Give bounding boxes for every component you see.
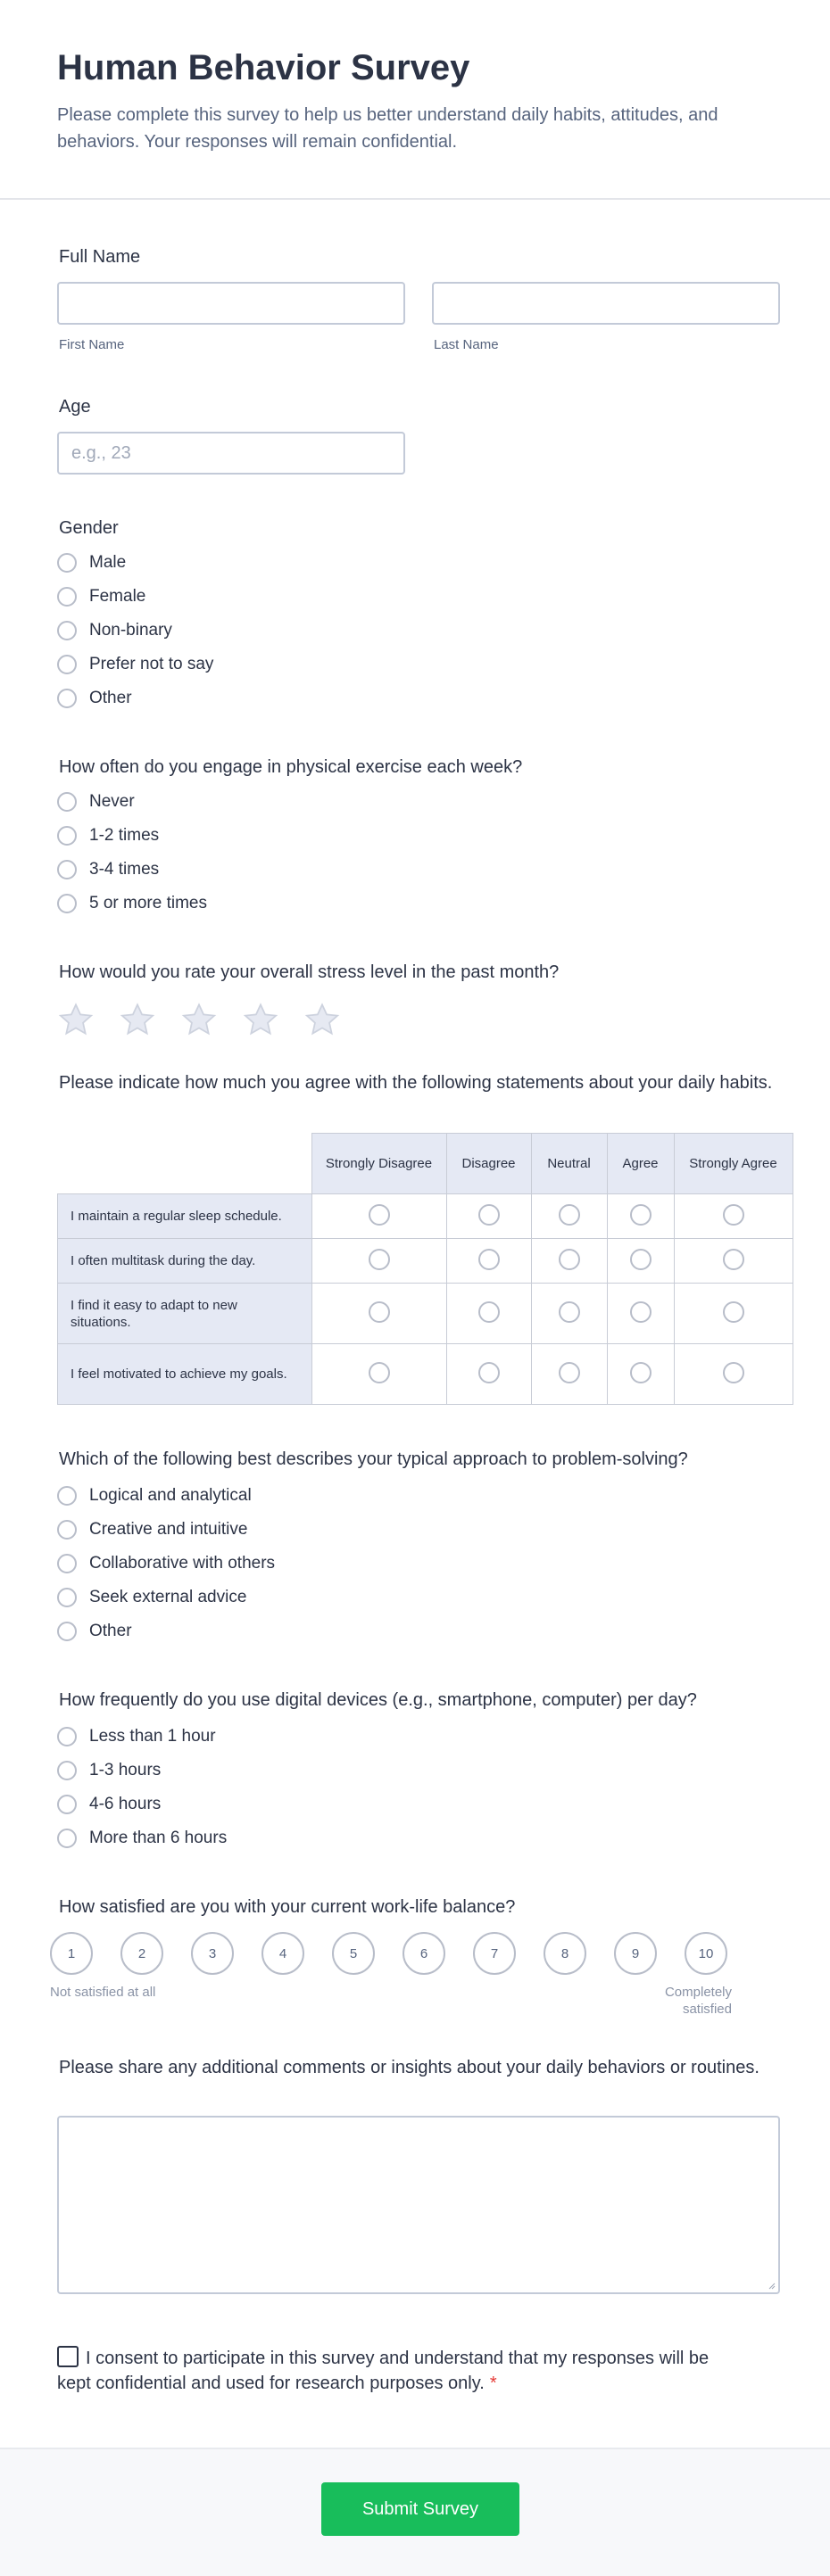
form-footer [0,2448,830,2576]
matrix-radio[interactable] [630,1301,652,1323]
exercise-option[interactable] [57,858,159,881]
comments-textarea[interactable] [57,2116,780,2294]
matrix-radio[interactable] [559,1204,580,1226]
matrix-row [58,1194,793,1239]
gender-option[interactable] [57,653,213,676]
matrix-row-label: I find it easy to adapt to new situations. [58,1284,312,1344]
matrix-radio[interactable] [559,1249,580,1270]
radio-button[interactable] [57,1727,77,1746]
problem-solving-option[interactable] [57,1586,246,1609]
consent-text: I consent to participate in this survey and understand that my responses will be kept confidential and used for research purposes only. [57,2349,710,2393]
star-icon[interactable] [303,1001,341,1038]
last-name-sublabel: Last Name [434,337,499,352]
matrix-row-label: I often multitask during the day. [58,1239,312,1284]
star-icon[interactable] [242,1001,279,1038]
matrix-radio[interactable] [369,1204,390,1226]
matrix-column-header: Neutral [531,1134,607,1194]
resize-handle-icon[interactable] [767,2281,776,2290]
gender-option[interactable] [57,619,172,642]
radio-button[interactable] [57,655,77,674]
page-title: Human Behavior Survey [57,48,470,87]
matrix-column-header: Strongly Agree [674,1134,793,1194]
matrix-column-header: Agree [607,1134,674,1194]
exercise-option[interactable] [57,824,159,847]
option-label: 3-4 times [89,860,160,879]
option-label: Creative and intuitive [89,1520,248,1539]
matrix-radio[interactable] [630,1249,652,1270]
required-mark: * [489,2374,497,2393]
matrix-label: Please indicate how much you agree with the following statements about your daily habits. [59,1073,773,1093]
gender-option[interactable] [57,687,132,710]
matrix-radio[interactable] [630,1204,652,1226]
matrix-radio[interactable] [369,1249,390,1270]
consent-field [57,2346,735,2396]
option-label: Prefer not to say [89,655,214,673]
matrix-radio[interactable] [723,1301,744,1323]
scale-option[interactable]: 2 [120,1932,163,1975]
submit-button[interactable]: Submit Survey [321,2482,519,2536]
scale-option[interactable]: 8 [544,1932,586,1975]
scale-option[interactable]: 9 [614,1932,657,1975]
gender-option[interactable] [57,585,145,608]
first-name-sublabel: First Name [59,337,125,352]
scale-option[interactable]: 3 [191,1932,234,1975]
stress-label: How would you rate your overall stress level in the past month? [59,962,560,982]
gender-option[interactable] [57,551,126,574]
scale-option[interactable]: 10 [685,1932,727,1975]
problem-solving-option[interactable] [57,1518,247,1541]
scale-option[interactable]: 6 [403,1932,445,1975]
option-label: Collaborative with others [89,1554,276,1573]
balance-scale [50,1932,755,1975]
problem-solving-option[interactable] [57,1552,275,1575]
survey-form [0,200,830,2448]
matrix-radio[interactable] [369,1362,390,1383]
matrix-radio[interactable] [723,1362,744,1383]
matrix-radio[interactable] [559,1362,580,1383]
matrix-radio[interactable] [630,1362,652,1383]
radio-button[interactable] [57,621,77,640]
matrix-corner [58,1134,312,1194]
radio-button[interactable] [57,1486,77,1506]
matrix-radio[interactable] [559,1301,580,1323]
full-name-label: Full Name [59,247,141,267]
radio-button[interactable] [57,792,77,812]
balance-label: How satisfied are you with your current work-life balance? [59,1897,516,1917]
radio-button[interactable] [57,1795,77,1814]
option-label: Seek external advice [89,1588,247,1606]
radio-button[interactable] [57,860,77,879]
problem-solving-option[interactable] [57,1620,132,1643]
devices-option[interactable] [57,1793,161,1816]
option-label: 4-6 hours [89,1795,162,1813]
age-label: Age [59,397,91,417]
scale-option[interactable]: 7 [473,1932,516,1975]
radio-button[interactable] [57,1761,77,1780]
option-label: 1-2 times [89,826,160,845]
matrix-radio[interactable] [723,1249,744,1270]
scale-high-label: Completely satisfied [664,1985,732,2017]
devices-label: How frequently do you use digital devices (e.g., smartphone, computer) per day? [59,1690,697,1710]
age-input[interactable] [57,432,405,475]
gender-label: Gender [59,518,119,538]
scale-option[interactable]: 1 [50,1932,93,1975]
matrix-row [58,1239,793,1284]
devices-option[interactable] [57,1759,161,1782]
exercise-option[interactable] [57,892,207,915]
radio-button[interactable] [57,1588,77,1607]
star-icon[interactable] [119,1001,156,1038]
radio-button[interactable] [57,894,77,913]
option-label: Female [89,587,146,606]
devices-option[interactable] [57,1827,227,1850]
exercise-label: How often do you engage in physical exercise each week? [59,757,523,777]
matrix-row-label: I feel motivated to achieve my goals. [58,1344,312,1405]
matrix-row [58,1284,793,1344]
radio-button[interactable] [57,1520,77,1540]
devices-option[interactable] [57,1725,216,1748]
option-label: Logical and analytical [89,1486,252,1505]
consent-checkbox[interactable] [57,2346,79,2367]
form-header [0,0,830,200]
problem-solving-option[interactable] [57,1484,252,1507]
radio-button[interactable] [57,1554,77,1573]
radio-button[interactable] [57,689,77,708]
star-icon[interactable] [180,1001,218,1038]
option-label: 5 or more times [89,894,207,912]
exercise-option[interactable] [57,790,135,813]
star-icon[interactable] [57,1001,95,1038]
star-rating [57,1001,365,1038]
page-description: Please complete this survey to help us better understand daily habits, attitudes, and behaviors. Your responses will remain confidential. [57,105,718,152]
comments-label: Please share any additional comments or insights about your daily behaviors or routines. [59,2058,759,2077]
agreement-matrix [57,1133,793,1405]
matrix-radio[interactable] [478,1301,500,1323]
first-name-input[interactable] [57,282,405,325]
matrix-row [58,1344,793,1405]
option-label: Male [89,553,127,572]
radio-button[interactable] [57,1829,77,1848]
option-label: Other [89,1622,132,1640]
scale-option[interactable]: 5 [332,1932,375,1975]
scale-low-label: Not satisfied at all [50,1985,156,2000]
option-label: Never [89,792,135,811]
problem-solving-label: Which of the following best describes your typical approach to problem-solving? [59,1449,688,1469]
matrix-radio[interactable] [478,1204,500,1226]
option-label: 1-3 hours [89,1761,162,1779]
matrix-radio[interactable] [478,1249,500,1270]
matrix-column-header: Disagree [446,1134,531,1194]
option-label: More than 6 hours [89,1829,228,1847]
matrix-radio[interactable] [723,1204,744,1226]
radio-button[interactable] [57,1622,77,1641]
matrix-row-label: I maintain a regular sleep schedule. [58,1194,312,1239]
option-label: Less than 1 hour [89,1727,216,1746]
option-label: Non-binary [89,621,172,640]
scale-option[interactable]: 4 [261,1932,304,1975]
radio-button[interactable] [57,553,77,573]
radio-button[interactable] [57,587,77,607]
matrix-column-header: Strongly Disagree [311,1134,446,1194]
matrix-radio[interactable] [478,1362,500,1383]
option-label: Other [89,689,132,707]
radio-button[interactable] [57,826,77,846]
matrix-radio[interactable] [369,1301,390,1323]
age-placeholder: e.g., 23 [71,443,131,463]
last-name-input[interactable] [432,282,780,325]
